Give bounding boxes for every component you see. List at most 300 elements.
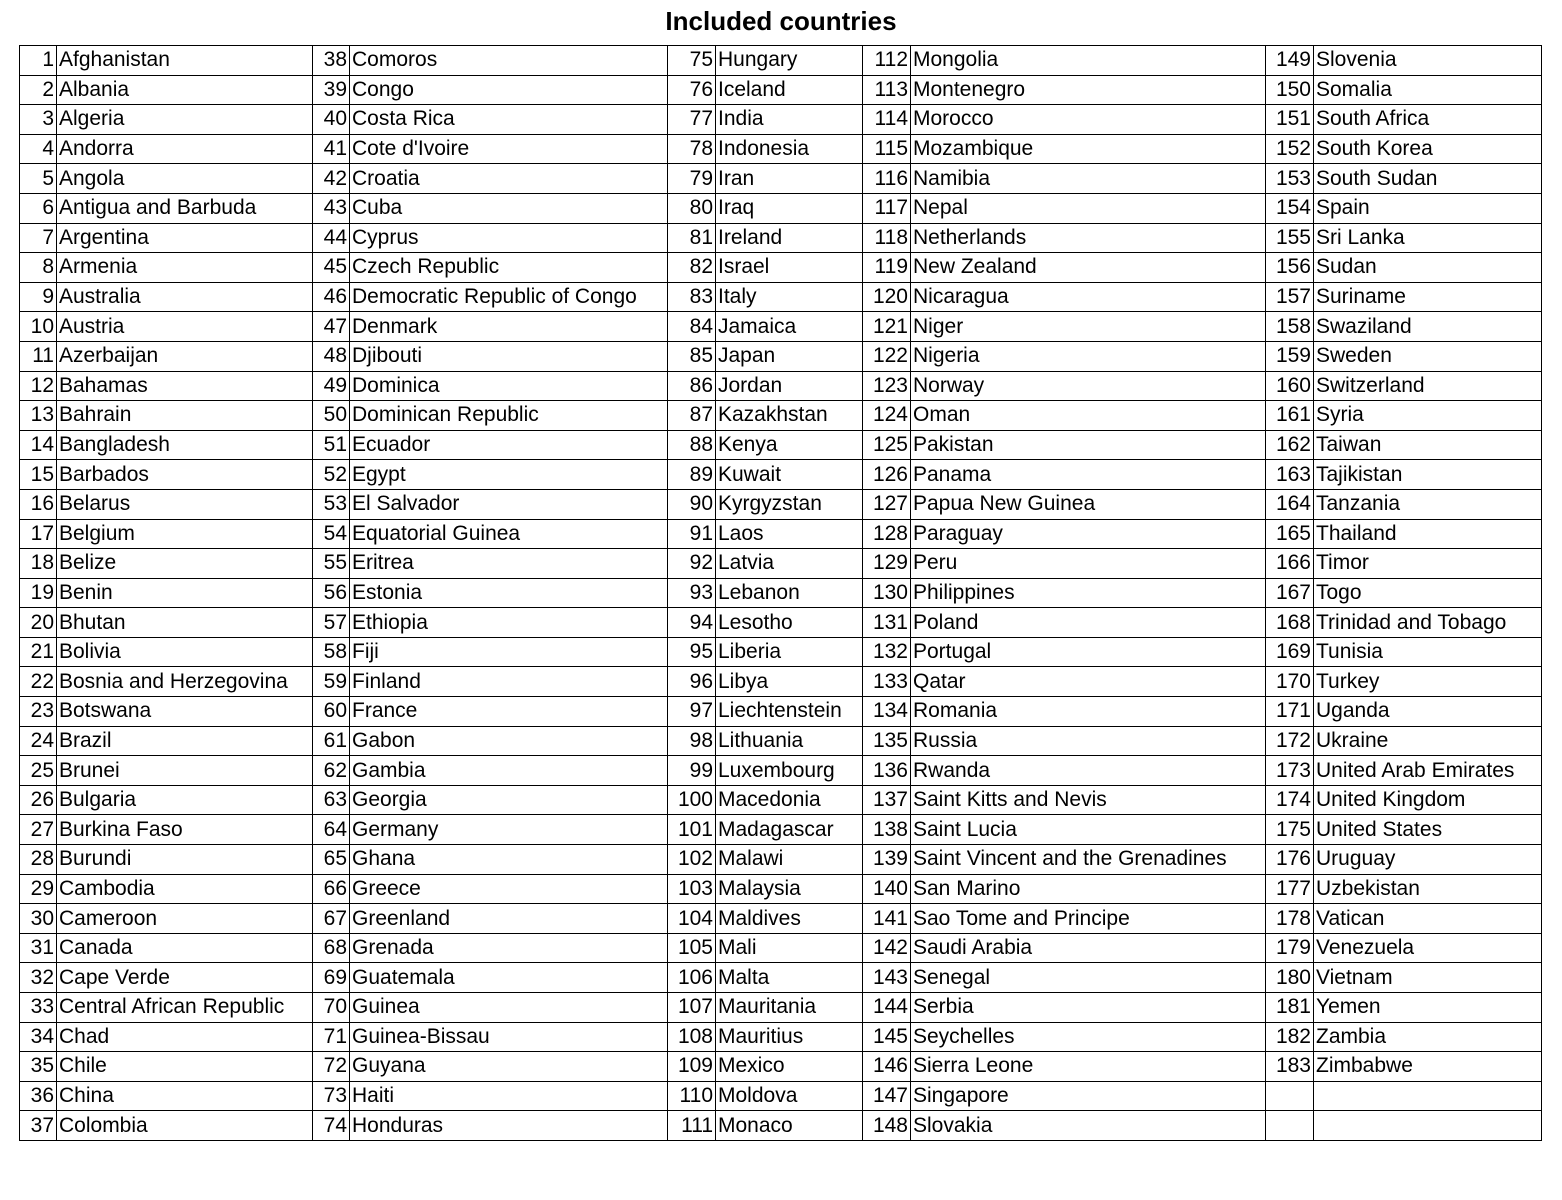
country-number: 160: [1266, 371, 1314, 401]
country-name: Egypt: [350, 460, 668, 490]
country-name: Afghanistan: [57, 46, 313, 76]
country-name: Gambia: [350, 756, 668, 786]
country-name: Mexico: [716, 1052, 863, 1082]
table-row: [20, 756, 1542, 786]
country-name: Guatemala: [350, 963, 668, 993]
country-number: 36: [20, 1081, 57, 1111]
country-name: Venezuela: [1314, 933, 1542, 963]
country-name: Mali: [716, 933, 863, 963]
country-number: 35: [20, 1052, 57, 1082]
table-row: [20, 253, 1542, 283]
country-name: Macedonia: [716, 785, 863, 815]
country-number: 109: [668, 1052, 716, 1082]
country-number: 182: [1266, 1022, 1314, 1052]
country-name: Saudi Arabia: [911, 933, 1266, 963]
country-number: 89: [668, 460, 716, 490]
country-number: 48: [313, 341, 350, 371]
country-name: Timor: [1314, 549, 1542, 579]
country-name: Latvia: [716, 549, 863, 579]
country-name: Mongolia: [911, 46, 1266, 76]
country-number: 76: [668, 75, 716, 105]
country-name: Mozambique: [911, 134, 1266, 164]
country-name: Belgium: [57, 519, 313, 549]
country-number: 61: [313, 726, 350, 756]
country-number: 92: [668, 549, 716, 579]
country-number: 140: [863, 874, 911, 904]
country-name: Ghana: [350, 845, 668, 875]
country-name: Uruguay: [1314, 845, 1542, 875]
country-name: Indonesia: [716, 134, 863, 164]
table-row: [20, 726, 1542, 756]
table-row: [20, 1052, 1542, 1082]
country-name: Monaco: [716, 1111, 863, 1141]
country-name: Italy: [716, 282, 863, 312]
country-name: Malawi: [716, 845, 863, 875]
country-number: 84: [668, 312, 716, 342]
country-name: Yemen: [1314, 993, 1542, 1023]
country-number: 130: [863, 578, 911, 608]
table-row: [20, 401, 1542, 431]
country-number: 67: [313, 904, 350, 934]
country-name: Albania: [57, 75, 313, 105]
country-number: 127: [863, 489, 911, 519]
country-number: 97: [668, 697, 716, 727]
table-row: [20, 164, 1542, 194]
country-name: Lithuania: [716, 726, 863, 756]
country-number: 87: [668, 401, 716, 431]
country-number: 70: [313, 993, 350, 1023]
country-name: Netherlands: [911, 223, 1266, 253]
country-name: India: [716, 105, 863, 135]
country-number: 20: [20, 608, 57, 638]
country-number: 81: [668, 223, 716, 253]
country-name: Ecuador: [350, 430, 668, 460]
country-number: 18: [20, 549, 57, 579]
country-number: 157: [1266, 282, 1314, 312]
country-number: 51: [313, 430, 350, 460]
country-number: 27: [20, 815, 57, 845]
country-number: 105: [668, 933, 716, 963]
table-row: [20, 785, 1542, 815]
country-number: 42: [313, 164, 350, 194]
table-row: [20, 282, 1542, 312]
country-name: Estonia: [350, 578, 668, 608]
country-number: 75: [668, 46, 716, 76]
country-name: Australia: [57, 282, 313, 312]
country-number: 79: [668, 164, 716, 194]
country-number: 45: [313, 253, 350, 283]
table-row: [20, 75, 1542, 105]
table-row: [20, 874, 1542, 904]
country-number: 43: [313, 193, 350, 223]
country-number: 177: [1266, 874, 1314, 904]
country-number: 38: [313, 46, 350, 76]
country-number: 129: [863, 549, 911, 579]
country-name: Croatia: [350, 164, 668, 194]
country-number: 9: [20, 282, 57, 312]
country-name: Bhutan: [57, 608, 313, 638]
country-number: 78: [668, 134, 716, 164]
country-number: 174: [1266, 785, 1314, 815]
country-name: Dominica: [350, 371, 668, 401]
country-name: Zimbabwe: [1314, 1052, 1542, 1082]
country-name: Slovenia: [1314, 46, 1542, 76]
country-name: Saint Vincent and the Grenadines: [911, 845, 1266, 875]
country-number: 158: [1266, 312, 1314, 342]
country-name: Georgia: [350, 785, 668, 815]
country-name: Benin: [57, 578, 313, 608]
country-name: Montenegro: [911, 75, 1266, 105]
country-number: 69: [313, 963, 350, 993]
country-number: 149: [1266, 46, 1314, 76]
country-name: Equatorial Guinea: [350, 519, 668, 549]
country-number: 15: [20, 460, 57, 490]
country-name: Lesotho: [716, 608, 863, 638]
country-name: Israel: [716, 253, 863, 283]
country-number: 14: [20, 430, 57, 460]
country-number: 37: [20, 1111, 57, 1141]
country-name: Swaziland: [1314, 312, 1542, 342]
country-number: 122: [863, 341, 911, 371]
country-name: China: [57, 1081, 313, 1111]
country-number: 29: [20, 874, 57, 904]
country-name: Cameroon: [57, 904, 313, 934]
country-number: 138: [863, 815, 911, 845]
country-number: 5: [20, 164, 57, 194]
country-number: 113: [863, 75, 911, 105]
country-number: 125: [863, 430, 911, 460]
country-name: Botswana: [57, 697, 313, 727]
country-name: Armenia: [57, 253, 313, 283]
table-row: [20, 993, 1542, 1023]
country-name: Turkey: [1314, 667, 1542, 697]
country-number: 145: [863, 1022, 911, 1052]
table-row: [20, 105, 1542, 135]
country-number: 12: [20, 371, 57, 401]
country-name: Sri Lanka: [1314, 223, 1542, 253]
table-row: [20, 1111, 1542, 1141]
country-number: 26: [20, 785, 57, 815]
country-number: 53: [313, 489, 350, 519]
country-name: Barbados: [57, 460, 313, 490]
country-name: Tajikistan: [1314, 460, 1542, 490]
country-number: 59: [313, 667, 350, 697]
country-name: Switzerland: [1314, 371, 1542, 401]
country-name: Guinea-Bissau: [350, 1022, 668, 1052]
country-name: Laos: [716, 519, 863, 549]
country-number: 57: [313, 608, 350, 638]
country-number: 183: [1266, 1052, 1314, 1082]
country-number: 90: [668, 489, 716, 519]
country-name: Namibia: [911, 164, 1266, 194]
country-number: 98: [668, 726, 716, 756]
country-number: 166: [1266, 549, 1314, 579]
country-name: Greece: [350, 874, 668, 904]
country-name: South Africa: [1314, 105, 1542, 135]
country-number: 93: [668, 578, 716, 608]
country-name: Antigua and Barbuda: [57, 193, 313, 223]
country-number: 40: [313, 105, 350, 135]
country-name: Denmark: [350, 312, 668, 342]
country-number: 21: [20, 637, 57, 667]
country-number: 116: [863, 164, 911, 194]
country-number: 101: [668, 815, 716, 845]
country-name: Bulgaria: [57, 785, 313, 815]
country-number: 171: [1266, 697, 1314, 727]
country-number: 7: [20, 223, 57, 253]
country-name: Portugal: [911, 637, 1266, 667]
country-number: 82: [668, 253, 716, 283]
country-number: 28: [20, 845, 57, 875]
country-name: Ukraine: [1314, 726, 1542, 756]
country-number: 114: [863, 105, 911, 135]
country-name: Germany: [350, 815, 668, 845]
country-name: Norway: [911, 371, 1266, 401]
country-name: Haiti: [350, 1081, 668, 1111]
country-number: 77: [668, 105, 716, 135]
country-number: 151: [1266, 105, 1314, 135]
country-name: Slovakia: [911, 1111, 1266, 1141]
country-number: 55: [313, 549, 350, 579]
country-number: 179: [1266, 933, 1314, 963]
country-number: 64: [313, 815, 350, 845]
country-number: 32: [20, 963, 57, 993]
country-number: 115: [863, 134, 911, 164]
country-name: Bolivia: [57, 637, 313, 667]
country-name: Belize: [57, 549, 313, 579]
country-number: 128: [863, 519, 911, 549]
country-name: Chile: [57, 1052, 313, 1082]
country-number: 6: [20, 193, 57, 223]
country-name: Vietnam: [1314, 963, 1542, 993]
country-name: Kuwait: [716, 460, 863, 490]
country-number: 80: [668, 193, 716, 223]
country-number: 33: [20, 993, 57, 1023]
country-number: 155: [1266, 223, 1314, 253]
country-name: Bosnia and Herzegovina: [57, 667, 313, 697]
country-number: 83: [668, 282, 716, 312]
country-number: 56: [313, 578, 350, 608]
country-name: Liechtenstein: [716, 697, 863, 727]
table-row: [20, 549, 1542, 579]
country-name: Cote d'Ivoire: [350, 134, 668, 164]
country-name: Finland: [350, 667, 668, 697]
country-name: Iceland: [716, 75, 863, 105]
country-number: 91: [668, 519, 716, 549]
country-number: 119: [863, 253, 911, 283]
country-name: Burundi: [57, 845, 313, 875]
country-name: Japan: [716, 341, 863, 371]
country-name: Algeria: [57, 105, 313, 135]
country-number: 136: [863, 756, 911, 786]
country-name: Madagascar: [716, 815, 863, 845]
country-number: 141: [863, 904, 911, 934]
country-number: 162: [1266, 430, 1314, 460]
country-name: Angola: [57, 164, 313, 194]
country-number: 126: [863, 460, 911, 490]
country-name: Argentina: [57, 223, 313, 253]
country-name: Singapore: [911, 1081, 1266, 1111]
country-number: 142: [863, 933, 911, 963]
country-name: Spain: [1314, 193, 1542, 223]
country-name: Serbia: [911, 993, 1266, 1023]
country-name: Malaysia: [716, 874, 863, 904]
country-number: 170: [1266, 667, 1314, 697]
table-row: [20, 1022, 1542, 1052]
country-name: Democratic Republic of Congo: [350, 282, 668, 312]
country-name: Sweden: [1314, 341, 1542, 371]
country-number: 144: [863, 993, 911, 1023]
country-name: Colombia: [57, 1111, 313, 1141]
country-number: 10: [20, 312, 57, 342]
country-name: Burkina Faso: [57, 815, 313, 845]
country-name: South Korea: [1314, 134, 1542, 164]
country-name: Cyprus: [350, 223, 668, 253]
country-number: 58: [313, 637, 350, 667]
table-row: [20, 460, 1542, 490]
country-number: 24: [20, 726, 57, 756]
country-name: New Zealand: [911, 253, 1266, 283]
country-name: Philippines: [911, 578, 1266, 608]
country-number: 118: [863, 223, 911, 253]
country-number: 22: [20, 667, 57, 697]
country-name: Morocco: [911, 105, 1266, 135]
country-number: 106: [668, 963, 716, 993]
country-name: Paraguay: [911, 519, 1266, 549]
country-name: Jordan: [716, 371, 863, 401]
country-name: Azerbaijan: [57, 341, 313, 371]
country-number: 167: [1266, 578, 1314, 608]
country-name: Syria: [1314, 401, 1542, 431]
country-name: Canada: [57, 933, 313, 963]
country-name: Romania: [911, 697, 1266, 727]
country-name: Cuba: [350, 193, 668, 223]
country-name: Suriname: [1314, 282, 1542, 312]
country-name: Mauritius: [716, 1022, 863, 1052]
country-number: 161: [1266, 401, 1314, 431]
country-number: 1: [20, 46, 57, 76]
country-number: 65: [313, 845, 350, 875]
country-name: El Salvador: [350, 489, 668, 519]
country-name: Nigeria: [911, 341, 1266, 371]
country-number: 148: [863, 1111, 911, 1141]
country-number: 108: [668, 1022, 716, 1052]
country-number: 46: [313, 282, 350, 312]
country-number: 168: [1266, 608, 1314, 638]
countries-table-body: [20, 46, 1542, 1141]
country-number: 52: [313, 460, 350, 490]
country-number: 88: [668, 430, 716, 460]
country-number: 4: [20, 134, 57, 164]
country-name: Russia: [911, 726, 1266, 756]
country-number: 85: [668, 341, 716, 371]
country-name: Brazil: [57, 726, 313, 756]
country-name: United Kingdom: [1314, 785, 1542, 815]
country-number: 169: [1266, 637, 1314, 667]
country-name: Austria: [57, 312, 313, 342]
country-name: Nepal: [911, 193, 1266, 223]
country-name: Congo: [350, 75, 668, 105]
country-name: Sao Tome and Principe: [911, 904, 1266, 934]
country-name: Tanzania: [1314, 489, 1542, 519]
country-number: 176: [1266, 845, 1314, 875]
country-name: Uganda: [1314, 697, 1542, 727]
country-name: United Arab Emirates: [1314, 756, 1542, 786]
country-name: Senegal: [911, 963, 1266, 993]
country-name: Bangladesh: [57, 430, 313, 460]
country-number: 68: [313, 933, 350, 963]
country-name: Central African Republic: [57, 993, 313, 1023]
country-number: 86: [668, 371, 716, 401]
country-name: Greenland: [350, 904, 668, 934]
country-number: 71: [313, 1022, 350, 1052]
country-number: 180: [1266, 963, 1314, 993]
country-name: Maldives: [716, 904, 863, 934]
table-row: [20, 963, 1542, 993]
country-number: 173: [1266, 756, 1314, 786]
country-number: 110: [668, 1081, 716, 1111]
country-number: 111: [668, 1111, 716, 1141]
table-row: [20, 430, 1542, 460]
country-number: 66: [313, 874, 350, 904]
country-name: Bahamas: [57, 371, 313, 401]
country-number: 34: [20, 1022, 57, 1052]
country-name: Saint Kitts and Nevis: [911, 785, 1266, 815]
country-name: Djibouti: [350, 341, 668, 371]
country-name: Saint Lucia: [911, 815, 1266, 845]
country-number: 121: [863, 312, 911, 342]
country-name: Vatican: [1314, 904, 1542, 934]
country-number: 146: [863, 1052, 911, 1082]
table-row: [20, 637, 1542, 667]
country-name: Ethiopia: [350, 608, 668, 638]
table-row: [20, 371, 1542, 401]
table-row: [20, 904, 1542, 934]
table-row: [20, 489, 1542, 519]
country-name: Qatar: [911, 667, 1266, 697]
country-number: [1266, 1081, 1314, 1111]
country-number: 178: [1266, 904, 1314, 934]
country-name: Moldova: [716, 1081, 863, 1111]
country-number: 123: [863, 371, 911, 401]
country-number: 147: [863, 1081, 911, 1111]
country-number: 137: [863, 785, 911, 815]
country-name: Libya: [716, 667, 863, 697]
country-name: Cape Verde: [57, 963, 313, 993]
table-row: [20, 312, 1542, 342]
table-row: [20, 845, 1542, 875]
country-name: Brunei: [57, 756, 313, 786]
country-name: Kenya: [716, 430, 863, 460]
country-number: 164: [1266, 489, 1314, 519]
country-name: Bahrain: [57, 401, 313, 431]
country-name: Andorra: [57, 134, 313, 164]
country-number: 95: [668, 637, 716, 667]
country-name: Chad: [57, 1022, 313, 1052]
country-name: Jamaica: [716, 312, 863, 342]
country-number: 8: [20, 253, 57, 283]
country-number: 100: [668, 785, 716, 815]
table-row: [20, 608, 1542, 638]
country-number: 54: [313, 519, 350, 549]
country-number: 163: [1266, 460, 1314, 490]
table-row: [20, 1081, 1542, 1111]
country-name: Ireland: [716, 223, 863, 253]
country-number: 73: [313, 1081, 350, 1111]
country-name: Rwanda: [911, 756, 1266, 786]
country-number: 50: [313, 401, 350, 431]
table-row: [20, 46, 1542, 76]
